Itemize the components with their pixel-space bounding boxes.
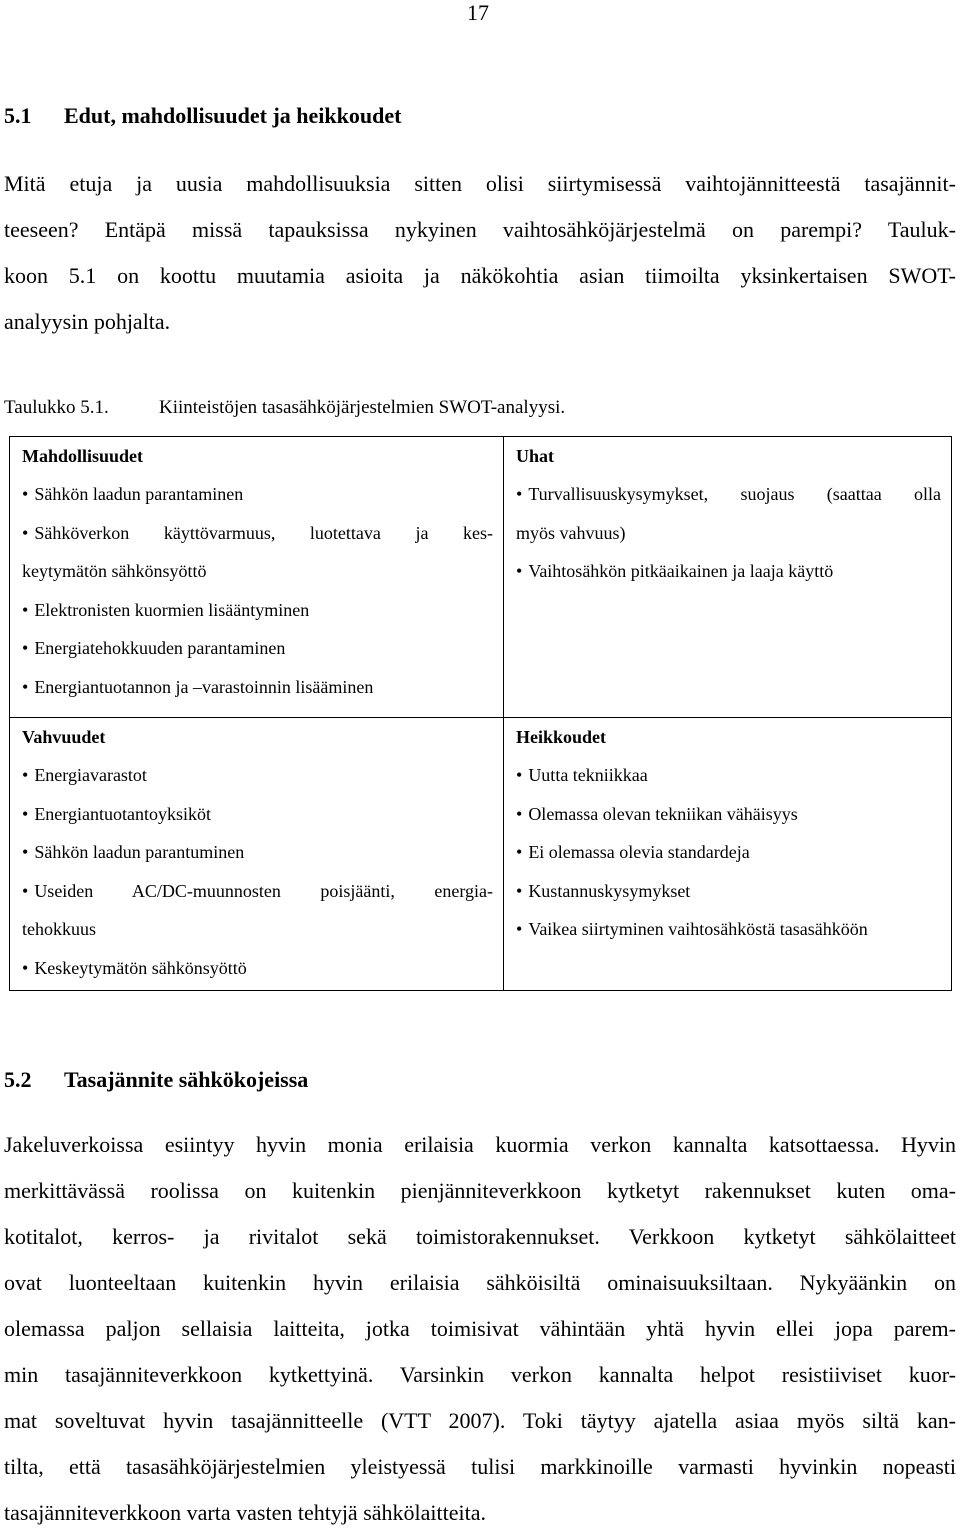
- section-5-2-title: Tasajännite sähkökojeissa: [64, 1067, 309, 1092]
- table-caption-label: Taulukko 5.1.: [4, 397, 109, 418]
- paragraph-line: kotitalot, kerros- ja rivitalot sekä toimistorakennukset. Verkkoon kytketyt sähkölaitteet: [4, 1224, 956, 1249]
- list-item: • Vaikea siirtyminen vaihtosähköstä tasasähköön: [516, 919, 868, 939]
- list-item: • Keskeytymätön sähkönsyöttö: [22, 957, 247, 978]
- table-caption-text: Kiinteistöjen tasasähköjärjestelmien SWOT-analyysi.: [159, 397, 566, 418]
- list-item: • Energiantuotantoyksiköt: [22, 803, 211, 824]
- list-item: • Useiden AC/DC-muunnosten poisjäänti, energia- tehokkuus: [22, 880, 493, 939]
- paragraph-line: koon 5.1 on koottu muutamia asioita ja näkökohtia asian tiimoilta yksinkertaisen SWOT-: [4, 263, 956, 288]
- section-5-2-paragraph: [4, 1122, 956, 1536]
- paragraph-line: ovat luonteeltaan kuitenkin hyvin erilaisia sähköisiltä ominaisuuksiltaan. Nykyäänkin on: [4, 1270, 956, 1295]
- swot-row-top: [10, 437, 952, 718]
- swot-strengths-cell: [10, 718, 504, 991]
- paragraph-line: Mitä etuja ja uusia mahdollisuuksia sitten olisi siirtymisessä vaihtojännitteestä tasajännit-: [4, 171, 956, 196]
- swot-table: [9, 436, 952, 991]
- section-5-1-heading: [4, 103, 401, 129]
- strengths-heading: Vahvuudet: [22, 727, 106, 747]
- weaknesses-heading: Heikkoudet: [516, 727, 607, 747]
- list-item: • Uutta tekniikkaa: [516, 765, 648, 785]
- list-item: • Vaihtosähkön pitkäaikainen ja laaja käyttö: [516, 561, 834, 581]
- list-item: • Kustannuskysymykset: [516, 880, 691, 901]
- list-item: • Energiavarastot: [22, 765, 147, 785]
- paragraph-line: merkittävässä roolissa on kuitenkin pienjänniteverkkoon kytketyt rakennukset kuten oma-: [4, 1178, 956, 1203]
- opportunities-heading: Mahdollisuudet: [22, 446, 144, 466]
- list-item: • Olemassa olevan tekniikan vähäisyys: [516, 803, 798, 824]
- paragraph-line: Jakeluverkoissa esiintyy hyvin monia erilaisia kuormia verkon kannalta katsottaessa. Hyvin: [4, 1132, 956, 1157]
- swot-weaknesses-cell: [504, 718, 952, 991]
- swot-opportunities-cell: [10, 437, 504, 718]
- swot-threats-cell: [504, 437, 952, 718]
- list-item: • Sähkön laadun parantaminen: [22, 484, 244, 504]
- section-5-1-number: 5.1: [4, 103, 32, 128]
- section-5-2-number: 5.2: [4, 1067, 32, 1092]
- list-item: • Energiatehokkuuden parantaminen: [22, 638, 286, 658]
- threats-heading: Uhat: [516, 446, 555, 466]
- paragraph-line: tasajänniteverkkoon varta vasten tehtyjä sähkölaitteita.: [4, 1500, 486, 1525]
- list-item: • Sähköverkon käyttövarmuus, luotettava ja kes- keytymätön sähkönsyöttö: [22, 522, 493, 581]
- swot-row-bottom: [10, 718, 952, 991]
- paragraph-line: tilta, että tasasähköjärjestelmien yleistyessä tulisi markkinoille varmasti hyvinkin nopeasti: [4, 1454, 956, 1479]
- paragraph-line: analyysin pohjalta.: [4, 309, 171, 334]
- list-item: • Sähkön laadun parantuminen: [22, 842, 245, 862]
- section-5-2-heading: [4, 1067, 308, 1093]
- list-item: • Energiantuotannon ja –varastoinnin lisääminen: [22, 676, 374, 697]
- list-item: • Elektronisten kuormien lisääntyminen: [22, 599, 310, 620]
- table-caption: [4, 397, 565, 419]
- section-5-1-paragraph: [4, 161, 956, 345]
- page-number: 17: [467, 0, 489, 25]
- paragraph-line: mat soveltuvat hyvin tasajännitteelle (VTT 2007). Toki täytyy ajatella asiaa myös siltä kan-: [4, 1408, 956, 1433]
- list-item: • Ei olemassa olevia standardeja: [516, 842, 750, 862]
- list-item: • Turvallisuuskysymykset, suojaus (saattaa olla myös vahvuus): [516, 484, 941, 543]
- paragraph-line: olemassa paljon sellaisia laitteita, jotka toimisivat vähintään yhtä hyvin ellei jopa parem-: [4, 1316, 956, 1341]
- section-5-1-title: Edut, mahdollisuudet ja heikkoudet: [64, 103, 402, 128]
- paragraph-line: min tasajänniteverkkoon kytkettyinä. Varsinkin verkon kannalta helpot resistiiviset kuor-: [4, 1362, 956, 1387]
- paragraph-line: teeseen? Entäpä missä tapauksissa nykyinen vaihtosähköjärjestelmä on parempi? Tauluk-: [4, 217, 956, 242]
